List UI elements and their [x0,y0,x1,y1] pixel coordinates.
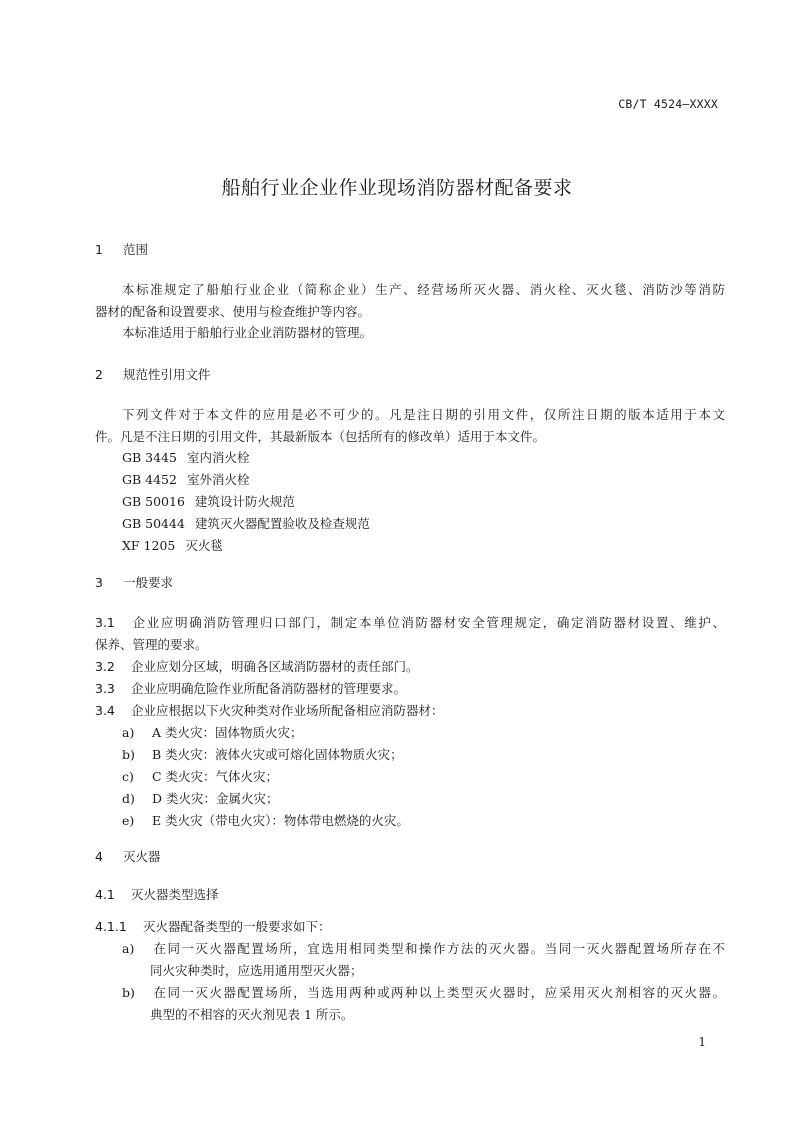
page-number: 1 [698,1035,706,1049]
section-3-title: 一般要求 [123,575,174,590]
clause-text: 企业应明确消防管理归口部门，制定本单位消防器材安全管理规定，确定消防器材设置、维护、 [131,615,725,630]
clause-text: 企业应划分区域，明确各区域消防器材的责任部门。 [131,659,419,674]
section-1-title: 范围 [123,242,149,257]
reference-item [122,447,725,469]
reference-item [122,535,725,557]
list-item [122,810,725,832]
list-marker: c) [122,769,134,784]
reference-item [122,513,725,535]
list-item-text: E 类火灾（带电火灾）：物体带电燃烧的火灾。 [152,813,409,828]
reference-name: 室外消火栓 [186,472,250,487]
clause-3-1-line-2: 保养、管理的要求。 [95,637,208,652]
reference-item [122,469,725,491]
list-item [122,788,725,810]
reference-code: XF 1205 [122,538,176,553]
section-2-para-1-line-2: 件。凡是不注日期的引用文件，其最新版本（包括所有的修改单）适用于本文件。 [95,429,546,444]
clause-3-3 [95,678,725,700]
clause-3-1-line-1 [95,612,725,634]
reference-code: GB 3445 [122,450,177,465]
section-1-para-1-line-2: 器材的配备和设置要求、使用与检查维护等内容。 [95,304,371,319]
list-item-continuation: 同火灾种类时，应选用通用型灭火器； [150,963,363,978]
list-marker: d) [122,791,135,806]
clause-number: 3.1 [95,615,115,630]
subsection-4-1-heading [95,884,219,906]
reference-name: 建筑灭火器配置验收及检查规范 [194,516,370,531]
subsection-number: 4.1 [95,887,115,902]
clause-3-4 [95,700,725,722]
list-item [122,938,725,960]
clause-4-1-1 [95,916,725,938]
list-item-text: 在同一灭火器配置场所，当选用两种或两种以上类型灭火器时，应采用灭火剂相容的灭火器。 [152,985,725,1000]
clause-text: 灭火器配备类型的一般要求如下： [143,919,331,934]
clause-3-2 [95,656,725,678]
section-1-para-1-line-1: 本标准规定了船舶行业企业（简称企业）生产、经营场所灭火器、消火栓、灭火毯、消防沙等消防 [122,282,725,297]
subsection-title: 灭火器类型选择 [131,887,219,902]
section-4-heading [95,846,161,868]
list-item-text: B 类火灾：液体火灾或可熔化固体物质火灾； [152,747,403,762]
list-item [122,766,725,788]
section-2-number: 2 [95,367,103,382]
clause-number: 3.4 [95,703,115,718]
list-marker: b) [122,747,135,762]
reference-name: 建筑设计防火规范 [194,494,295,509]
list-item-text: C 类火灾：气体火灾； [152,769,279,784]
section-1-number: 1 [95,242,103,257]
section-3-heading [95,572,173,594]
reference-code: GB 50016 [122,494,185,509]
list-item-text: A 类火灾：固体物质火灾； [152,725,303,740]
list-item-text: 在同一灭火器配置场所，宜选用相同类型和操作方法的灭火器。当同一灭火器配置场所存在不 [152,941,725,956]
clause-number: 3.3 [95,681,115,696]
clause-text: 企业应明确危险作业所配备消防器材的管理要求。 [131,681,407,696]
list-marker: a) [122,725,135,740]
section-2-para-1-line-1: 下列文件对于本文件的应用是必不可少的。凡是注日期的引用文件，仅所注日期的版本适用于本文 [122,407,725,422]
clause-number: 4.1.1 [95,919,127,934]
list-item [122,982,725,1004]
section-4-number: 4 [95,849,103,864]
reference-code: GB 4452 [122,472,177,487]
section-2-heading [95,364,211,386]
list-marker: b) [122,985,135,1000]
list-item [122,722,725,744]
document-code: CB/T 4524—XXXX [618,97,718,111]
clause-text: 企业应根据以下火灾种类对作业场所配备相应消防器材： [131,703,444,718]
list-item [122,744,725,766]
page-title: 船舶行业企业作业现场消防器材配备要求 [221,177,573,199]
reference-name: 室内消火栓 [186,450,250,465]
section-1-heading [95,239,148,261]
section-4-title: 灭火器 [123,849,161,864]
reference-item [122,491,725,513]
clause-number: 3.2 [95,659,115,674]
list-item-text: D 类火灾：金属火灾； [152,791,279,806]
list-marker: e) [122,813,135,828]
section-2-title: 规范性引用文件 [123,367,211,382]
reference-code: GB 50444 [122,516,185,531]
list-item-continuation: 典型的不相容的灭火剂见表 1 所示。 [150,1007,354,1022]
section-1-para-2: 本标准适用于船舶行业企业消防器材的管理。 [122,325,373,340]
list-marker: a) [122,941,135,956]
reference-name: 灭火毯 [185,538,223,553]
section-3-number: 3 [95,575,103,590]
